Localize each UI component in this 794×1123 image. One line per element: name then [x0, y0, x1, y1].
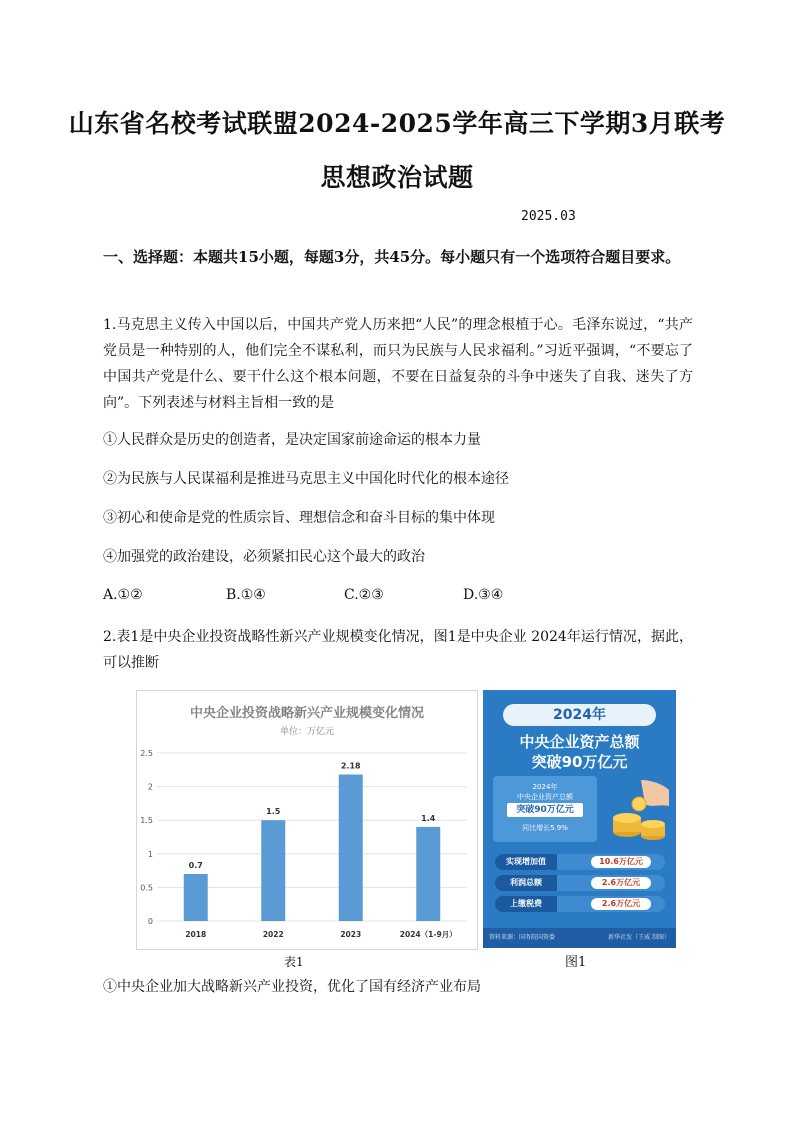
bar-chart: [137, 691, 477, 949]
chart-title: 中央企业投资战略新兴产业规模变化情况: [189, 706, 425, 721]
choice-a: A.①②: [103, 587, 143, 603]
bar-chart-figure: [136, 690, 478, 950]
row-value: 10.6万亿元: [591, 856, 651, 868]
infographic-row-taxes: [495, 896, 665, 912]
card-value: 突破90万亿元: [507, 803, 583, 817]
row-label: 实现增加值: [495, 854, 557, 870]
figure-caption: 图1: [565, 955, 587, 970]
infographic-year-badge: 2024年: [503, 704, 656, 726]
bar: [339, 775, 363, 921]
gold-coins-icon: [601, 778, 671, 848]
card-year: 2024年: [532, 783, 558, 791]
subject-title: 思想政治试题: [320, 163, 474, 192]
row-value: 2.6万亿元: [591, 898, 651, 910]
choice-b: B.①④: [226, 587, 266, 603]
choice-d: D.③④: [463, 587, 504, 603]
section-heading: 一、选择题：本题共15小题，每题3分，共45分。每小题只有一个选项符合题目要求。: [103, 248, 681, 266]
x-tick-label: 2024（1-9月）: [399, 930, 457, 939]
y-tick-label: 2: [147, 782, 153, 792]
infographic-footer: [483, 928, 676, 948]
question-2-stem: 2.表1是中央企业投资战略性新兴产业规模变化情况，图1是中央企业 2024年运行情况，据此，可以推断: [103, 629, 693, 671]
bar: [416, 827, 440, 921]
row-label: 上缴税费: [495, 896, 557, 912]
y-tick-label: 1: [147, 849, 153, 859]
data-label: 1.5: [266, 807, 281, 817]
exam-title: 山东省名校考试联盟2024-2025学年高三下学期3月联考: [68, 109, 726, 138]
data-label: 0.7: [188, 860, 203, 870]
bar: [184, 874, 208, 921]
row-value: 2.6万亿元: [591, 877, 651, 889]
data-label: 1.4: [421, 813, 436, 823]
y-tick-label: 1.5: [140, 816, 153, 826]
x-tick-label: 2023: [340, 930, 362, 939]
x-tick-label: 2022: [262, 930, 284, 939]
data-label: 2.18: [340, 761, 361, 771]
question-1-option-3: ③初心和使命是党的性质宗旨、理想信念和奋斗目标的集中体现: [103, 510, 495, 526]
infographic-row-profit: [495, 875, 665, 891]
infographic-credit: 新华社发（王威 制图）: [608, 934, 670, 941]
chart-subtitle: 单位：万亿元: [279, 727, 335, 737]
row-label: 利润总额: [495, 875, 557, 891]
x-tick-label: 2018: [185, 930, 207, 939]
question-1-stem: 1.马克思主义传入中国以后，中国共产党人历来把“人民”的理念根植于心。毛泽东说过，“共产党员是一种特别的人，他们完全不谋私利，而只为民族与人民求福利。”习近平强调，“不要忘了中国共产党是什么、要干什么这个根本问题，不要在日益复杂的斗争中迷失了自我、迷失了方向”。下列表述与材料主旨相一致的是: [103, 317, 693, 411]
question-1-option-4: ④加强党的政治建设，必须紧扣民心这个最大的政治: [103, 549, 425, 565]
y-tick-label: 0.5: [140, 883, 153, 893]
y-tick-label: 0: [147, 917, 153, 926]
infographic-title-line1: 中央企业资产总额: [519, 733, 640, 751]
infographic-summary-card: [493, 776, 597, 842]
card-line: 中央企业资产总额: [517, 793, 573, 801]
question-2-option-1: ①中央企业加大战略新兴产业投资，优化了国有经济产业布局: [103, 979, 481, 995]
infographic-row-value-added: [495, 854, 665, 870]
question-1-option-1: ①人民群众是历史的创造者，是决定国家前途命运的根本力量: [103, 432, 481, 448]
infographic-title-line2: 突破90万亿元: [531, 753, 628, 771]
card-growth: 同比增长5.9%: [522, 824, 568, 832]
table-caption: 表1: [284, 955, 304, 969]
choice-c: C.②③: [344, 587, 384, 603]
exam-date: 2025.03: [521, 209, 576, 224]
infographic-figure: [483, 690, 676, 948]
bar: [261, 820, 285, 921]
question-1-option-2: ②为民族与人民谋福利是推进马克思主义中国化时代化的根本途径: [103, 471, 509, 487]
y-tick-label: 2.5: [140, 749, 153, 758]
infographic-source: 资料来源：国务院国资委: [489, 934, 556, 941]
